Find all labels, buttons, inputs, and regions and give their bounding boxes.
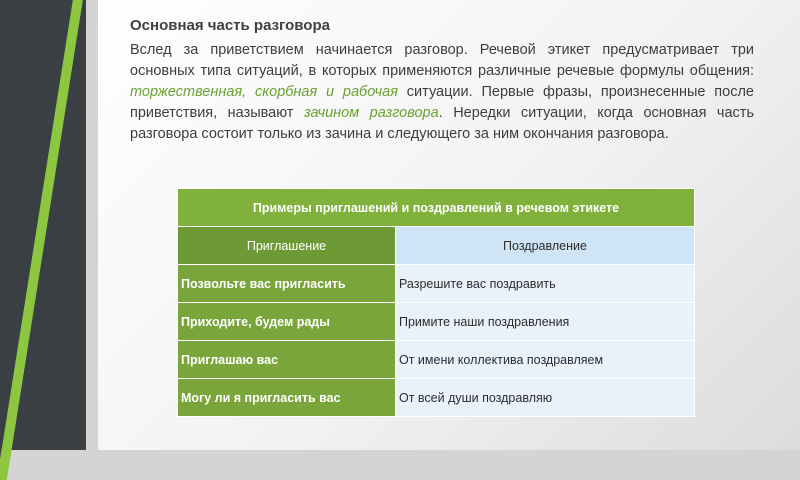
congratulation-cell: Примите наши поздравления [396,303,695,341]
paragraph-part-3: . Нередки ситуации, когда основная часть разговора состоит только из зачина и следующего за ним окончания разговора. [130,105,754,142]
congratulation-cell: Разрешите вас поздравить [396,265,695,303]
slide-content [98,0,800,450]
etiquette-table [177,188,695,417]
invitation-cell: Позвольте вас пригласить [178,265,396,303]
congratulation-cell: От всей души поздравляю [396,379,695,417]
paragraph-part-1: Вслед за приветствием начинается разговор. Речевой этикет предусматривает три основных типа ситуаций, в которых применяются различные речевые формулы общения: [130,42,754,79]
congratulation-cell: От имени коллектива поздравляем [396,341,695,379]
invitation-cell: Могу ли я пригласить вас [178,379,396,417]
table-row [178,341,695,379]
table-row [178,303,695,341]
table-row [178,379,695,417]
invitation-cell: Приглашаю вас [178,341,396,379]
highlight-zachin: зачином разговора [303,105,439,121]
table-row [178,265,695,303]
body-paragraph [130,40,754,145]
table-header-row [178,227,695,265]
table-caption: Примеры приглашений и поздравлений в речевом этикете [178,189,695,227]
paragraph-part-2: ситуации. Первые фразы, произнесенные после приветствия, называют [130,84,754,121]
invitation-cell: Приходите, будем рады [178,303,396,341]
header-congratulation: Поздравление [396,227,695,265]
text-block [130,16,754,145]
table-caption-row [178,189,695,227]
highlight-situations: торжественная, скорбная и рабочая [130,84,398,100]
slide-heading: Основная часть разговора [130,17,330,34]
header-invitation: Приглашение [178,227,396,265]
